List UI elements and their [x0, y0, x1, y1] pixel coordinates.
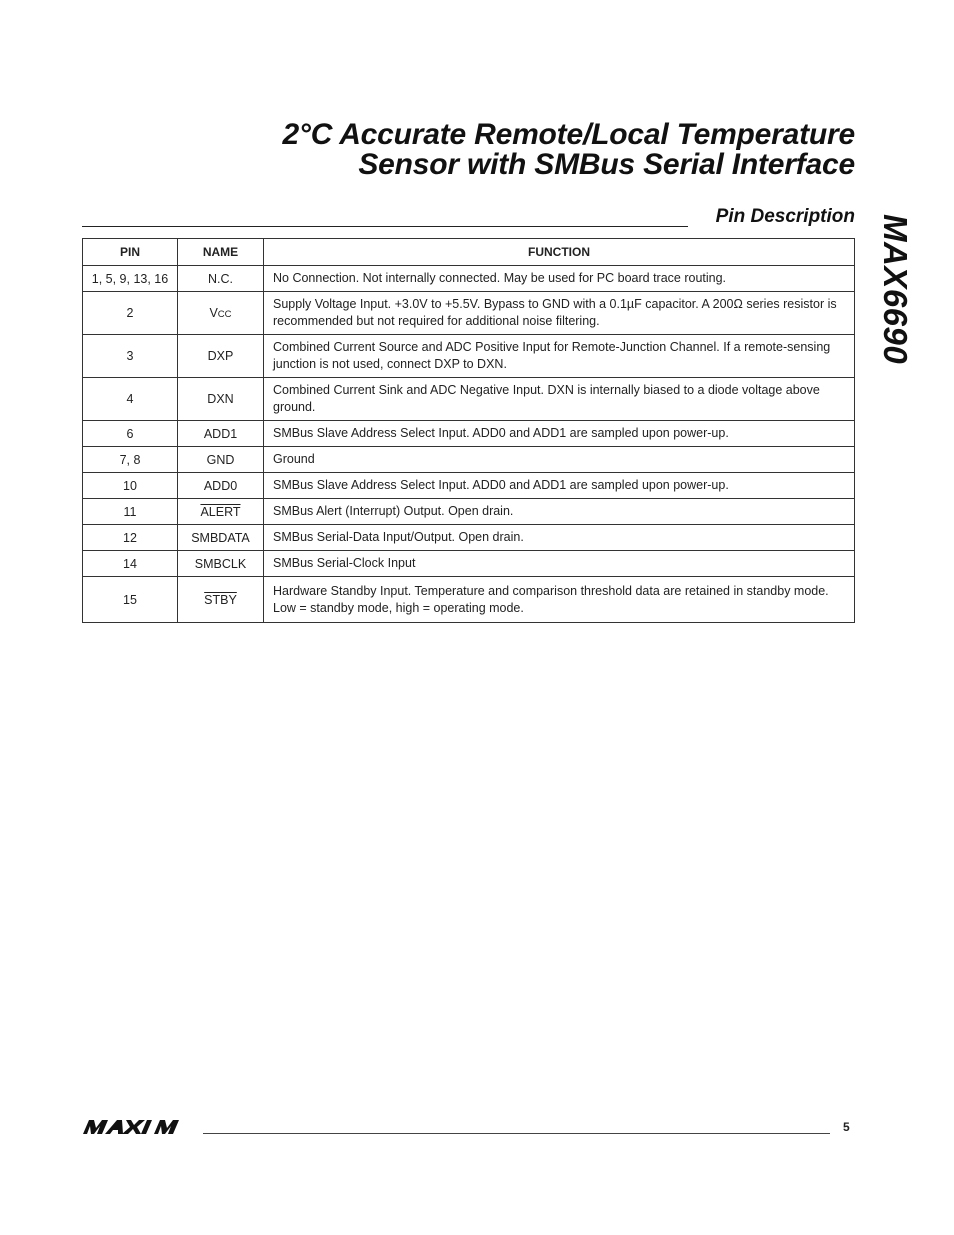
table-row — [83, 292, 855, 335]
document-title — [282, 120, 855, 180]
table-header-row — [83, 239, 855, 266]
name-cell — [178, 577, 264, 623]
pin-cell: 12 — [83, 525, 178, 551]
function-cell: No Connection. Not internally connected. May be used for PC board trace routing. — [264, 266, 855, 292]
function-cell: SMBus Serial-Clock Input — [264, 551, 855, 577]
page-number: 5 — [843, 1120, 850, 1134]
maxim-logo-graphic — [83, 1119, 193, 1135]
name-cell: ADD1 — [178, 421, 264, 447]
pin-cell: 1, 5, 9, 13, 16 — [83, 266, 178, 292]
name-cell: GND — [178, 447, 264, 473]
table-row — [83, 473, 855, 499]
table-row — [83, 577, 855, 623]
name-cell: ADD0 — [178, 473, 264, 499]
function-cell: Combined Current Source and ADC Positive Input for Remote-Junction Channel. If a remote-sensing junction is not used, connect DXP to DXN. — [264, 335, 855, 378]
function-cell: SMBus Alert (Interrupt) Output. Open drain. — [264, 499, 855, 525]
section-rule — [82, 226, 688, 227]
table-row — [83, 266, 855, 292]
name-cell: DXP — [178, 335, 264, 378]
pin-cell: 15 — [83, 577, 178, 623]
function-cell: Combined Current Sink and ADC Negative Input. DXN is internally biased to a diode voltage above ground. — [264, 378, 855, 421]
name-overlined: ALERT — [200, 504, 241, 519]
table-row — [83, 551, 855, 577]
side-part-number-text: MAX6690 — [877, 214, 914, 365]
name-main: V — [209, 306, 218, 320]
side-part-number — [874, 214, 914, 374]
footer-rule — [203, 1133, 830, 1134]
function-cell: SMBus Serial-Data Input/Output. Open drain. — [264, 525, 855, 551]
pin-cell: 11 — [83, 499, 178, 525]
name-cell: N.C. — [178, 266, 264, 292]
function-cell: SMBus Slave Address Select Input. ADD0 and ADD1 are sampled upon power-up. — [264, 473, 855, 499]
title-line-1: 2°C Accurate Remote/Local Temperature — [282, 118, 855, 151]
title-line-2: Sensor with SMBus Serial Interface — [358, 148, 855, 181]
name-cell: SMBCLK — [178, 551, 264, 577]
table-row — [83, 335, 855, 378]
pin-cell: 14 — [83, 551, 178, 577]
pin-description-table — [82, 238, 855, 623]
pin-cell: 3 — [83, 335, 178, 378]
function-cell: Hardware Standby Input. Temperature and comparison threshold data are retained in standby mode. Low = standby mode, high = operating mode. — [264, 577, 855, 623]
header-function: FUNCTION — [264, 239, 855, 266]
maxim-logo — [83, 1119, 193, 1140]
name-cell: DXN — [178, 378, 264, 421]
header-pin: PIN — [83, 239, 178, 266]
pin-cell: 10 — [83, 473, 178, 499]
name-cell — [178, 499, 264, 525]
name-cell — [178, 292, 264, 335]
function-cell: Ground — [264, 447, 855, 473]
pin-cell: 7, 8 — [83, 447, 178, 473]
table-row — [83, 378, 855, 421]
name-subscript: CC — [217, 309, 232, 320]
name-cell: SMBDATA — [178, 525, 264, 551]
function-cell: SMBus Slave Address Select Input. ADD0 and ADD1 are sampled upon power-up. — [264, 421, 855, 447]
header-name: NAME — [178, 239, 264, 266]
name-overlined: STBY — [204, 592, 237, 607]
table-row — [83, 421, 855, 447]
pin-cell: 4 — [83, 378, 178, 421]
pin-cell: 2 — [83, 292, 178, 335]
table-row — [83, 525, 855, 551]
table-row — [83, 499, 855, 525]
pin-cell: 6 — [83, 421, 178, 447]
function-cell: Supply Voltage Input. +3.0V to +5.5V. Bypass to GND with a 0.1µF capacitor. A 200Ω series resistor is recommended but not required for additional noise filtering. — [264, 292, 855, 335]
table-row — [83, 447, 855, 473]
section-title: Pin Description — [715, 206, 855, 227]
